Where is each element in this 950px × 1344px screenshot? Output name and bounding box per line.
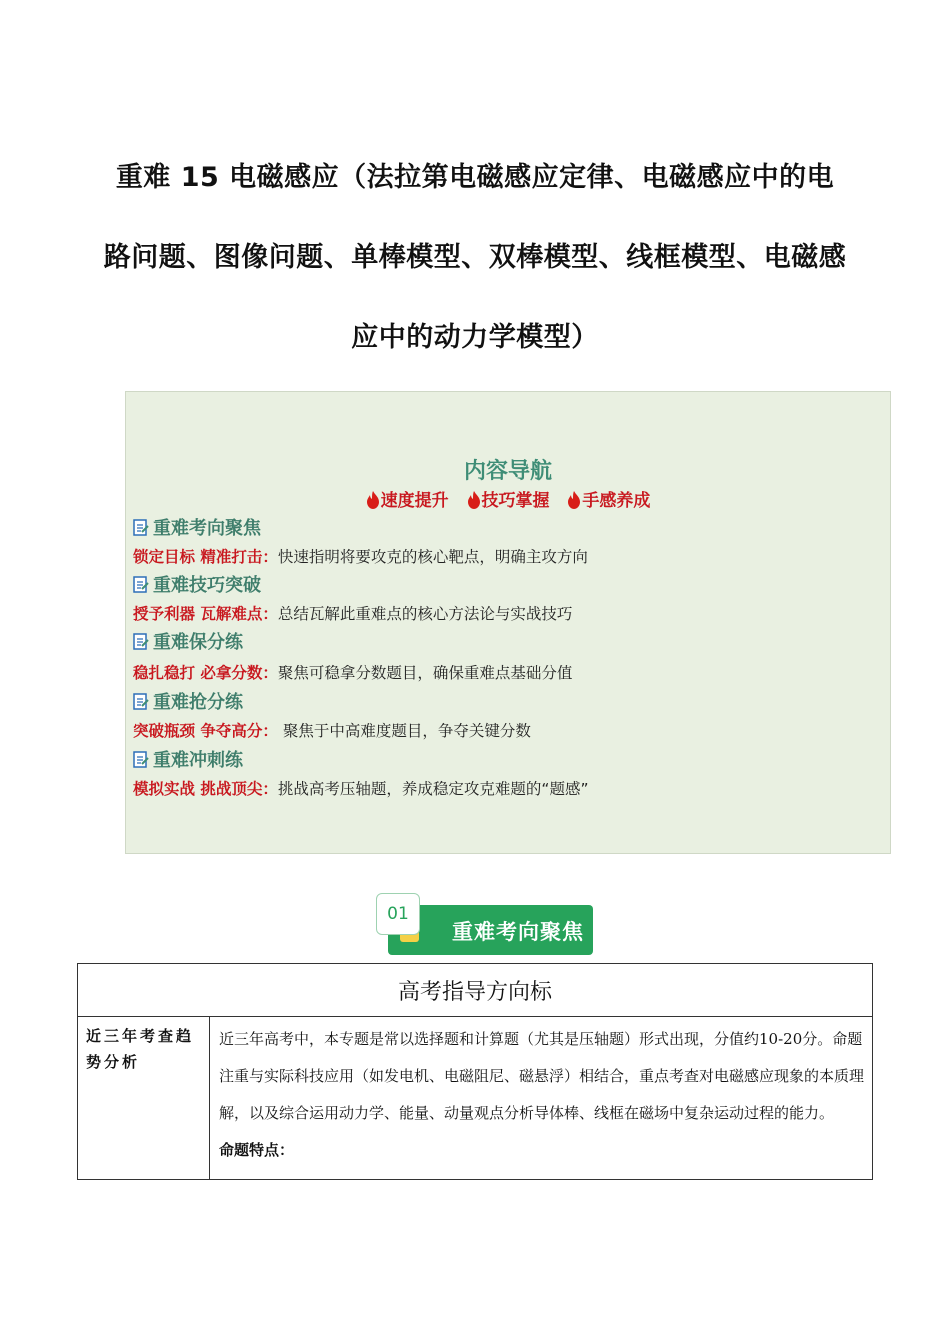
table-row [78, 1017, 873, 1180]
section-heading-4: 重难抢分练 [133, 688, 243, 714]
tag-label: 技巧掌握 [481, 491, 550, 511]
title-line-1: 重难 15 电磁感应（法拉第电磁感应定律、电磁感应中的电 [115, 162, 835, 193]
section-line-1: 锁定目标 精准打击：快速指明将要攻克的核心靶点，明确主攻方向 [133, 548, 588, 566]
content-navigation-box [125, 391, 891, 854]
section-line-2: 授予利器 瓦解难点：总结瓦解此重难点的核心方法论与实战技巧 [133, 605, 573, 623]
guidance-table [77, 963, 873, 1180]
section-badge [376, 893, 596, 959]
row-label: 近三年考查趋势分析 [78, 1017, 210, 1180]
flame-icon [467, 491, 481, 509]
table-header-row [78, 964, 873, 1017]
document-icon [133, 693, 149, 711]
section-heading-1: 重难考向聚焦 [133, 514, 261, 540]
tag-skill [467, 486, 550, 511]
section-heading-2: 重难技巧突破 [133, 571, 261, 597]
row-feature-label: 命题特点： [219, 1141, 295, 1159]
tag-label: 手感养成 [582, 491, 651, 511]
page-title [80, 138, 870, 378]
tag-speed [366, 486, 449, 511]
badge-number: 01 [376, 893, 420, 935]
tag-label: 速度提升 [380, 491, 449, 511]
table-header: 高考指导方向标 [78, 964, 873, 1017]
document-icon [133, 576, 149, 594]
section-heading-5: 重难冲刺练 [133, 746, 243, 772]
section-line-4: 突破瓶颈 争夺高分： 聚焦于中高难度题目，争夺关键分数 [133, 722, 531, 740]
flame-icon [366, 491, 380, 509]
tag-feel [567, 486, 650, 511]
title-line-2: 路问题、图像问题、单棒模型、双棒模型、线框模型、电磁感 [103, 242, 847, 273]
section-line-3: 稳扎稳打 必拿分数：聚焦可稳拿分数题目，确保重难点基础分值 [133, 664, 573, 682]
title-line-3: 应中的动力学模型） [351, 322, 599, 353]
document-icon [133, 751, 149, 769]
nav-tags [126, 486, 890, 511]
row-content [210, 1017, 873, 1180]
document-icon [133, 633, 149, 651]
section-heading-3: 重难保分练 [133, 628, 243, 654]
document-icon [133, 519, 149, 537]
section-line-5: 模拟实战 挑战顶尖：挑战高考压轴题，养成稳定攻克难题的“题感” [133, 780, 589, 798]
row-paragraph: 近三年高考中，本专题是常以选择题和计算题（尤其是压轴题）形式出现，分值约10-20分。命题注重与实际科技应用（如发电机、电磁阻尼、磁悬浮）相结合，重点考查对电磁感应现象的本质理解，以及综合运用动力学、能量、动量观点分析导体棒、线框在磁场中复杂运动过程的能力。 [219, 1030, 865, 1122]
badge-label: 重难考向聚焦 [452, 920, 584, 944]
flame-icon [567, 491, 581, 509]
nav-title: 内容导航 [463, 459, 552, 484]
